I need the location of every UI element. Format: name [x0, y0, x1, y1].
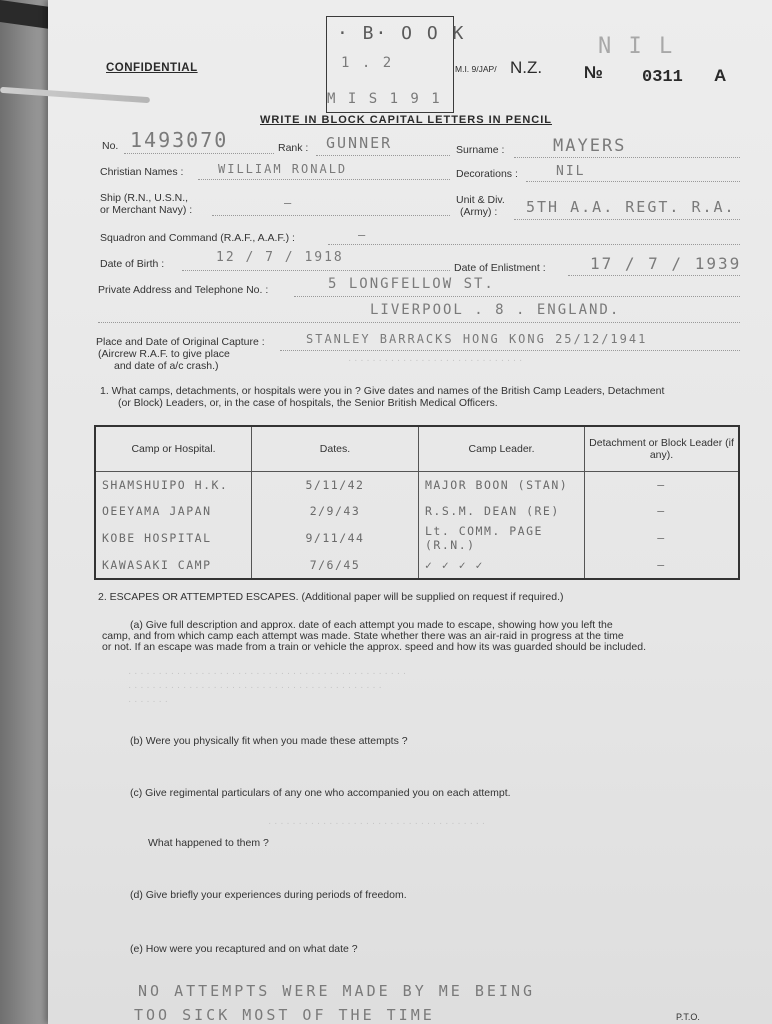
- cell-dates: 9/11/44: [251, 524, 418, 552]
- section2-heading: 2. ESCAPES OR ATTEMPTED ESCAPES. (Additional paper will be supplied on request if required.): [98, 591, 564, 603]
- section2-c-sub: What happened to them ?: [148, 837, 269, 849]
- stamp-line-3: M I S 1 9 1: [327, 91, 442, 107]
- table-row: [95, 498, 739, 524]
- address-rule-1: [294, 296, 740, 297]
- stamp-box: [326, 16, 466, 113]
- stamp-line-1: · B· O O K: [337, 23, 466, 44]
- decorations-line: [526, 181, 740, 182]
- dob-value: 12 / 7 / 1918: [216, 250, 344, 265]
- ship-label-2: or Merchant Navy) :: [100, 204, 193, 216]
- address-line-1: 5 LONGFELLOW ST.: [328, 276, 495, 292]
- address-line-2: LIVERPOOL . 8 . ENGLAND.: [370, 302, 621, 318]
- squadron-line: [328, 244, 740, 245]
- form-suffix: A: [714, 66, 727, 85]
- enlist-value: 17 / 7 / 1939: [590, 254, 742, 273]
- address-label: Private Address and Telephone No. :: [98, 284, 269, 296]
- rank-label: Rank :: [278, 142, 309, 154]
- capture-label-3: and date of a/c crash.): [114, 360, 219, 372]
- handwritten-answer-1: NO ATTEMPTS WERE MADE BY ME BEING: [138, 982, 536, 1000]
- cell-camp: KAWASAKI CAMP: [95, 552, 251, 579]
- column-header-leader: Camp Leader.: [419, 426, 585, 472]
- column-header-dates: Dates.: [251, 426, 418, 472]
- document-page: [48, 0, 772, 1024]
- surname-line: [514, 157, 740, 158]
- nil-note: N I L: [598, 34, 675, 59]
- cell-detachment: —: [585, 498, 739, 524]
- table-row: [95, 552, 739, 579]
- rank-value: GUNNER: [326, 134, 393, 152]
- table-row: [95, 524, 739, 552]
- handwritten-answer-2: TOO SICK MOST OF THE TIME: [134, 1006, 435, 1024]
- stamp-line-2: 1 . 2: [341, 55, 394, 71]
- faint-bleed-2: · · · · · · · · · · · · · · · · · · · · · · · · · · · · · · · · · · · · · · · · · · · · · ·: [128, 668, 407, 679]
- capture-label-1: Place and Date of Original Capture :: [96, 336, 265, 348]
- section2-a-3: or not. If an escape was made from a train or vehicle the approx. speed and how its was guarded should be included.: [102, 641, 646, 653]
- faint-bleed-3: · · · · · · · · · · · · · · · · · · · · · · · · · · · · · · · · · · · · · · · · · ·: [128, 682, 382, 693]
- camps-table: [94, 425, 740, 580]
- capture-label-2: (Aircrew R.A.F. to give place: [98, 348, 230, 360]
- form-number: 0311: [642, 68, 683, 87]
- decorations-value: NIL: [556, 164, 586, 179]
- section1-question-1: 1. What camps, detachments, or hospitals were you in ? Give dates and names of the British Camp Leaders, Detachment: [100, 385, 665, 397]
- cell-leader: R.S.M. DEAN (RE): [419, 498, 585, 524]
- faint-bleed-1: · · · · · · · · · · · · · · · · · · · · · · · · · · · · ·: [348, 355, 523, 366]
- dob-label: Date of Birth :: [100, 258, 165, 270]
- column-header-camp: Camp or Hospital.: [95, 426, 251, 472]
- section1-question-2: (or Block) Leaders, or, in the case of hospitals, the Senior British Medical Officers.: [118, 397, 498, 409]
- capture-line: [280, 350, 740, 351]
- dob-line: [182, 270, 450, 271]
- cell-dates: 2/9/43: [251, 498, 418, 524]
- cell-camp: KOBE HOSPITAL: [95, 524, 251, 552]
- cell-camp: SHAMSHUIPO H.K.: [95, 472, 251, 499]
- cell-leader: ✓ ✓ ✓ ✓: [419, 552, 585, 579]
- enlist-label: Date of Enlistment :: [454, 262, 546, 274]
- cell-detachment: —: [585, 552, 739, 579]
- cell-detachment: —: [585, 472, 739, 499]
- section2-c: (c) Give regimental particulars of any one who accompanied you on each attempt.: [130, 787, 511, 799]
- faint-bleed-5: · · · · · · · · · · · · · · · · · · · · · · · · · · · · · · · · · · · ·: [268, 818, 486, 829]
- squadron-label: Squadron and Command (R.A.F., A.A.F.) :: [100, 232, 295, 244]
- number-symbol: №: [584, 63, 603, 82]
- unit-value: 5TH A.A. REGT. R.A.: [526, 198, 736, 216]
- surname-label: Surname :: [456, 144, 505, 156]
- pto-note: P.T.O.: [676, 1012, 700, 1022]
- enlist-line: [568, 275, 740, 276]
- surname-value: MAYERS: [553, 136, 627, 156]
- squadron-value: —: [358, 228, 368, 242]
- table-row: [95, 472, 739, 499]
- form-title: WRITE IN BLOCK CAPITAL LETTERS IN PENCIL: [260, 114, 552, 126]
- section2-e: (e) How were you recaptured and on what date ?: [130, 943, 358, 955]
- no-line: [124, 153, 274, 154]
- faint-bleed-4: · · · · · · ·: [128, 696, 168, 707]
- unit-label-2: (Army) :: [460, 206, 498, 218]
- christian-value: WILLIAM RONALD: [218, 162, 348, 176]
- unit-line: [514, 219, 740, 220]
- ship-label-1: Ship (R.N., U.S.N.,: [100, 192, 189, 204]
- ship-line: [212, 215, 450, 216]
- ship-value: —: [284, 196, 294, 210]
- column-header-detachment: Detachment or Block Leader (if any).: [585, 426, 739, 472]
- cell-leader: Lt. COMM. PAGE (R.N.): [419, 524, 585, 552]
- capture-value: STANLEY BARRACKS HONG KONG 25/12/1941: [306, 332, 648, 346]
- unit-label-1: Unit & Div.: [456, 194, 505, 206]
- no-value: 1493070: [130, 128, 229, 152]
- cell-dates: 7/6/45: [251, 552, 418, 579]
- section2-b: (b) Were you physically fit when you made these attempts ?: [130, 735, 408, 747]
- confidential-label: CONFIDENTIAL: [106, 62, 198, 74]
- christian-line: [198, 179, 450, 180]
- cell-detachment: —: [585, 524, 739, 552]
- section2-a-1: (a) Give full description and approx. date of each attempt you made to escape, showing how you left the: [130, 619, 613, 631]
- address-rule-2: [98, 322, 740, 323]
- country-code: N.Z.: [510, 58, 543, 77]
- section2-a-2: camp, and from which camp each attempt was made. State whether there was an air-raid in progress at the time: [102, 630, 624, 642]
- rank-line: [316, 155, 450, 156]
- section2-d: (d) Give briefly your experiences during periods of freedom.: [130, 889, 407, 901]
- cell-camp: OEEYAMA JAPAN: [95, 498, 251, 524]
- no-label: No.: [102, 140, 119, 152]
- christian-label: Christian Names :: [100, 166, 184, 178]
- decorations-label: Decorations :: [456, 168, 518, 180]
- ref-code: M.I. 9/JAP/: [455, 64, 497, 74]
- cell-leader: MAJOR BOON (STAN): [419, 472, 585, 499]
- cell-dates: 5/11/42: [251, 472, 418, 499]
